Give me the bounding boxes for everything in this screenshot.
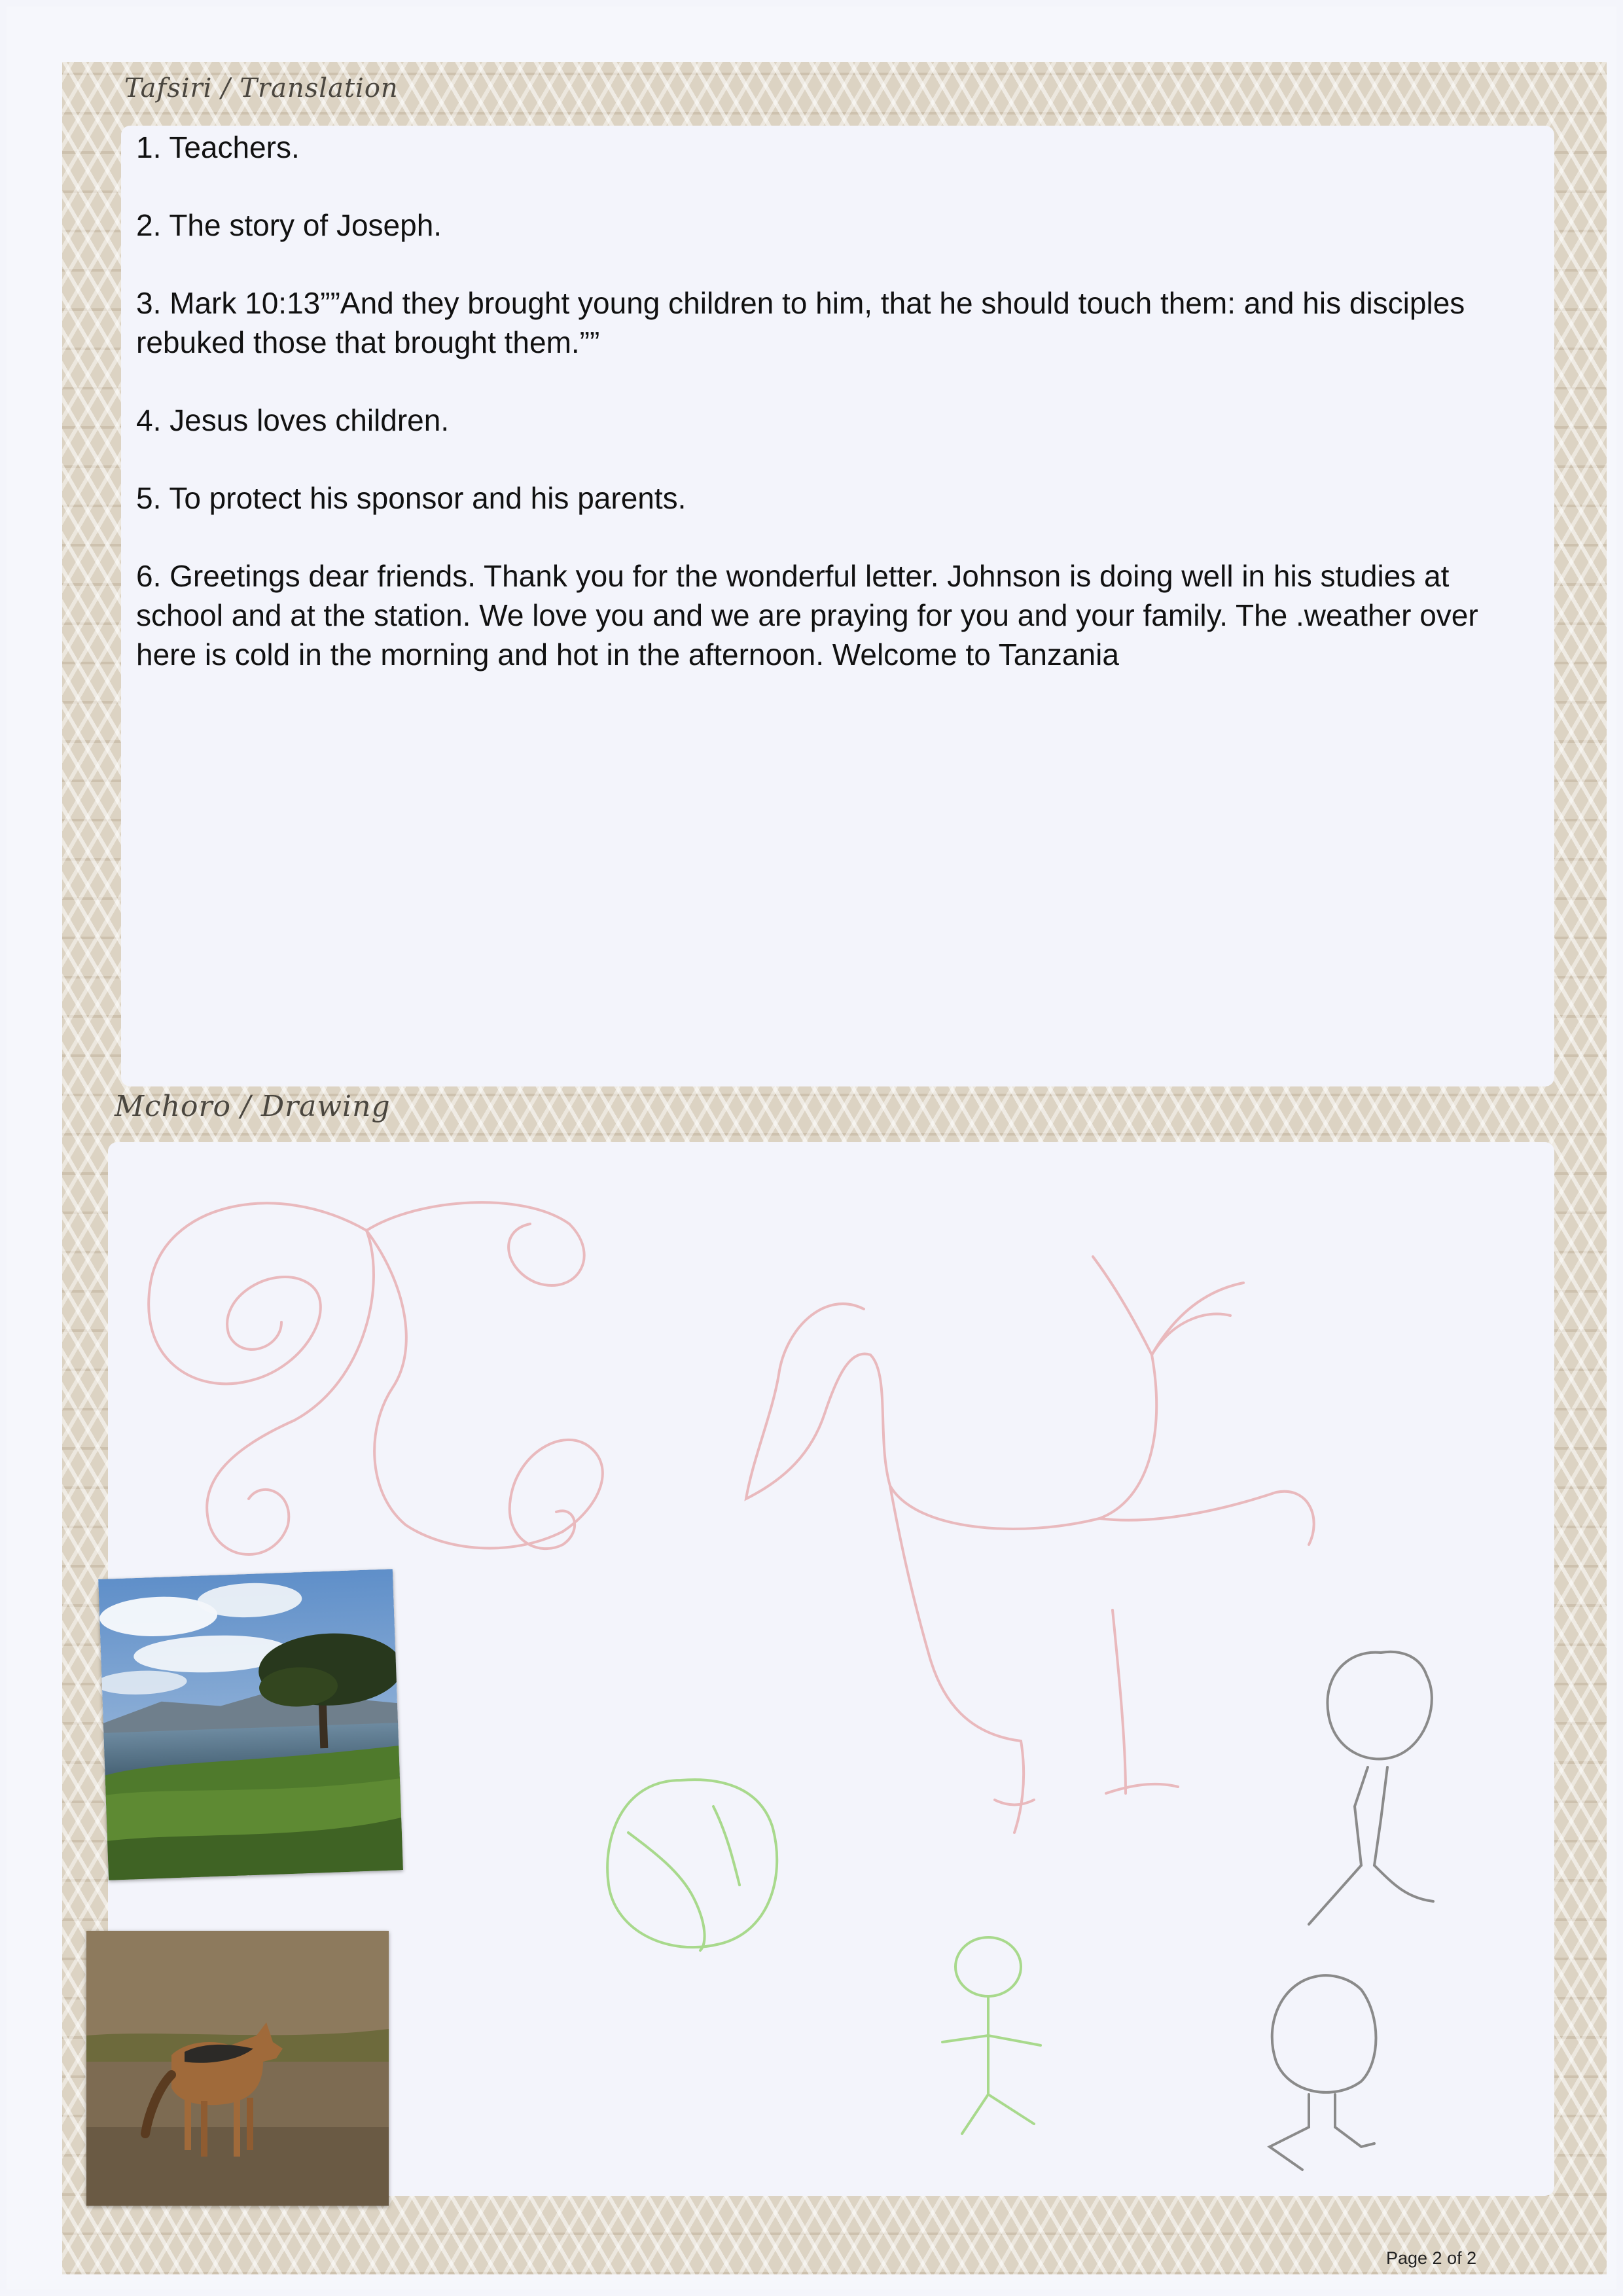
drawing-section-label: Mchoro / Drawing [115, 1090, 391, 1123]
translation-item-2: 2. The story of Joseph. [136, 208, 442, 242]
green-stick-figure-drawing [942, 1937, 1041, 2134]
translation-item-4: 4. Jesus loves children. [136, 403, 450, 437]
grey-stick-figure-drawing [1270, 1652, 1433, 2170]
translation-item-1: 1. Teachers. [136, 130, 300, 164]
pink-swirl-drawing [149, 1202, 603, 1554]
jackal-animal-photo [86, 1931, 389, 2206]
page-number: Page 2 of 2 [1386, 2248, 1477, 2268]
translation-section-label: Tafsiri / Translation [124, 73, 399, 103]
green-ball-drawing [607, 1780, 777, 1950]
translation-item-3: 3. Mark 10:13””And they brought young children to him, that he should touch them: and his disciples rebuked those that brought them.”” [136, 286, 1465, 359]
translation-item-6: 6. Greetings dear friends. Thank you for the wonderful letter. Johnson is doing well in his studies at school and at the station. We love you and we are praying for you and your family. The .weather over here is cold in the morning and hot in the afternoon. Welcome to Tanzania [136, 559, 1478, 672]
pink-bird-drawing [746, 1257, 1314, 1833]
translation-item-5: 5. To protect his sponsor and his parents. [136, 481, 687, 515]
lake-landscape-photo [98, 1569, 403, 1880]
